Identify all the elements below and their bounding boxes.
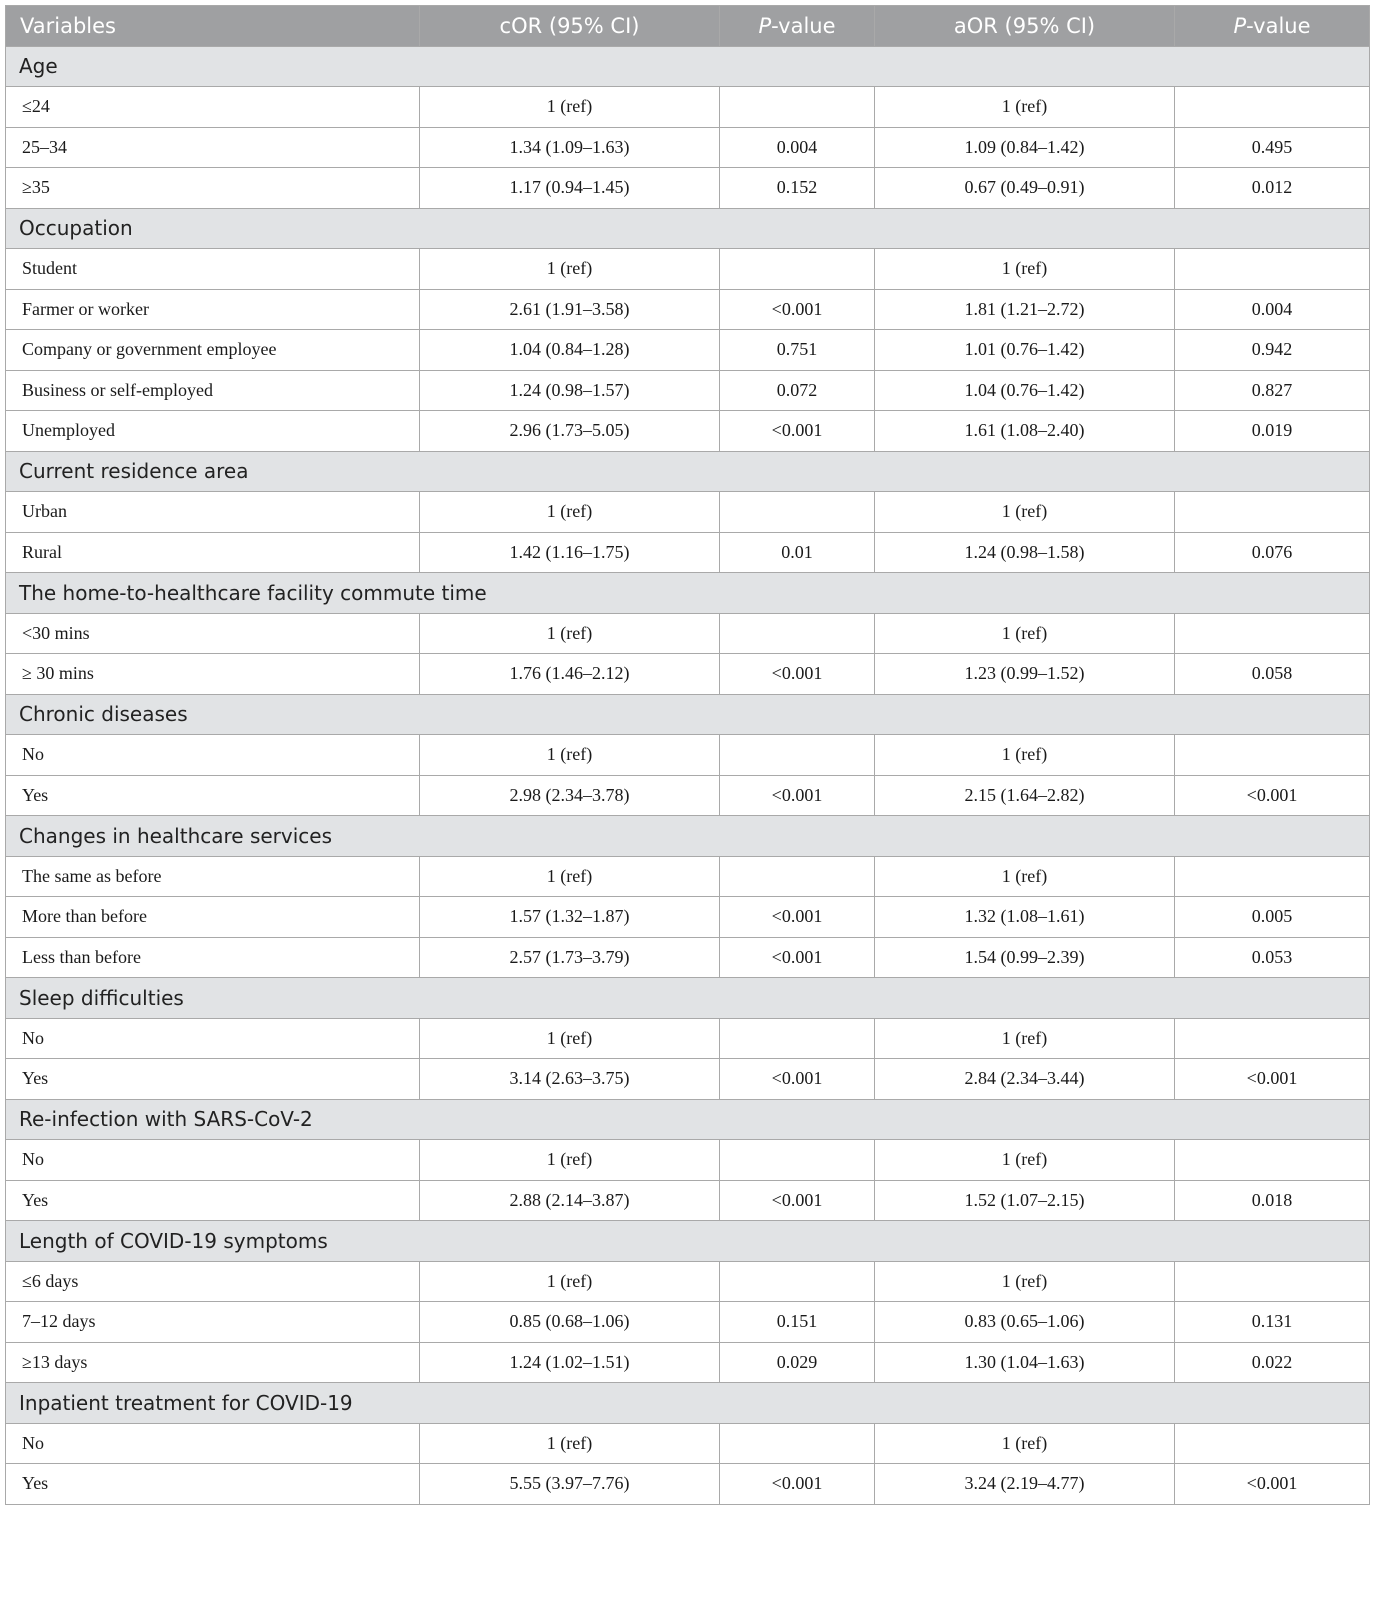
row-label: ≥13 days [6, 1342, 420, 1383]
adjusted-p-value-cell: 0.005 [1175, 897, 1370, 938]
cor-cell: 1 (ref) [420, 1140, 720, 1181]
p-value-cell: <0.001 [720, 937, 875, 978]
row-label: No [6, 735, 420, 776]
header-p2-rest: -value [1246, 13, 1311, 38]
aor-cell: 1.52 (1.07–2.15) [875, 1180, 1175, 1221]
table-row [6, 87, 1370, 128]
adjusted-p-value-cell: <0.001 [1175, 1059, 1370, 1100]
group-title: Re-infection with SARS-CoV-2 [6, 1099, 1370, 1140]
row-label: Student [6, 249, 420, 290]
header-p-italic: P [758, 13, 772, 38]
aor-cell: 3.24 (2.19–4.77) [875, 1464, 1175, 1505]
adjusted-p-value-cell [1175, 735, 1370, 776]
row-label: The same as before [6, 856, 420, 897]
p-value-cell: <0.001 [720, 1180, 875, 1221]
p-value-cell: <0.001 [720, 1464, 875, 1505]
p-value-cell [720, 613, 875, 654]
header-p-value-1 [720, 6, 875, 47]
group-title: Age [6, 46, 1370, 87]
table-row [6, 289, 1370, 330]
p-value-cell [720, 1423, 875, 1464]
aor-cell: 1 (ref) [875, 856, 1175, 897]
aor-cell: 1.24 (0.98–1.58) [875, 532, 1175, 573]
table-row [6, 1018, 1370, 1059]
group-row [6, 573, 1370, 614]
row-label: ≥ 30 mins [6, 654, 420, 695]
adjusted-p-value-cell: 0.012 [1175, 168, 1370, 209]
table-row [6, 937, 1370, 978]
table-row [6, 492, 1370, 533]
cor-cell: 2.57 (1.73–3.79) [420, 937, 720, 978]
adjusted-p-value-cell: 0.022 [1175, 1342, 1370, 1383]
group-title: Sleep difficulties [6, 978, 1370, 1019]
header-row [6, 6, 1370, 47]
cor-cell: 1 (ref) [420, 1261, 720, 1302]
aor-cell: 1 (ref) [875, 613, 1175, 654]
group-title: Inpatient treatment for COVID-19 [6, 1383, 1370, 1424]
table-row [6, 775, 1370, 816]
adjusted-p-value-cell: 0.827 [1175, 370, 1370, 411]
aor-cell: 1 (ref) [875, 1423, 1175, 1464]
adjusted-p-value-cell [1175, 1018, 1370, 1059]
adjusted-p-value-cell [1175, 249, 1370, 290]
row-label: 25–34 [6, 127, 420, 168]
cor-cell: 1.42 (1.16–1.75) [420, 532, 720, 573]
adjusted-p-value-cell [1175, 613, 1370, 654]
row-label: Yes [6, 1059, 420, 1100]
adjusted-p-value-cell [1175, 87, 1370, 128]
aor-cell: 1 (ref) [875, 249, 1175, 290]
cor-cell: 1 (ref) [420, 1423, 720, 1464]
p-value-cell: <0.001 [720, 775, 875, 816]
table-row [6, 1302, 1370, 1343]
cor-cell: 1 (ref) [420, 1018, 720, 1059]
adjusted-p-value-cell: 0.004 [1175, 289, 1370, 330]
row-label: ≤6 days [6, 1261, 420, 1302]
adjusted-p-value-cell [1175, 1423, 1370, 1464]
aor-cell: 1 (ref) [875, 492, 1175, 533]
p-value-cell [720, 735, 875, 776]
aor-cell: 1 (ref) [875, 1140, 1175, 1181]
table-body [6, 46, 1370, 1504]
p-value-cell [720, 1018, 875, 1059]
row-label: No [6, 1018, 420, 1059]
row-label: Urban [6, 492, 420, 533]
row-label: Company or government employee [6, 330, 420, 371]
group-title: Current residence area [6, 451, 1370, 492]
aor-cell: 1.30 (1.04–1.63) [875, 1342, 1175, 1383]
group-row [6, 816, 1370, 857]
table-row [6, 1140, 1370, 1181]
row-label: <30 mins [6, 613, 420, 654]
aor-cell: 1.81 (1.21–2.72) [875, 289, 1175, 330]
table-row [6, 532, 1370, 573]
adjusted-p-value-cell [1175, 856, 1370, 897]
adjusted-p-value-cell: 0.018 [1175, 1180, 1370, 1221]
row-label: No [6, 1140, 420, 1181]
cor-cell: 1.04 (0.84–1.28) [420, 330, 720, 371]
aor-cell: 1.09 (0.84–1.42) [875, 127, 1175, 168]
table-row [6, 1261, 1370, 1302]
aor-cell: 1.01 (0.76–1.42) [875, 330, 1175, 371]
table-row [6, 897, 1370, 938]
group-title: Changes in healthcare services [6, 816, 1370, 857]
table-row [6, 168, 1370, 209]
row-label: Yes [6, 1464, 420, 1505]
table-row [6, 856, 1370, 897]
row-label: Farmer or worker [6, 289, 420, 330]
aor-cell: 1.23 (0.99–1.52) [875, 654, 1175, 695]
group-title: Length of COVID-19 symptoms [6, 1221, 1370, 1262]
adjusted-p-value-cell [1175, 1140, 1370, 1181]
cor-cell: 1.24 (1.02–1.51) [420, 1342, 720, 1383]
table-row [6, 370, 1370, 411]
table-row [6, 1464, 1370, 1505]
cor-cell: 1.76 (1.46–2.12) [420, 654, 720, 695]
adjusted-p-value-cell: 0.076 [1175, 532, 1370, 573]
aor-cell: 0.67 (0.49–0.91) [875, 168, 1175, 209]
group-row [6, 208, 1370, 249]
table-header [6, 6, 1370, 47]
row-label: Yes [6, 775, 420, 816]
adjusted-p-value-cell [1175, 1261, 1370, 1302]
table-row [6, 1180, 1370, 1221]
aor-cell: 2.84 (2.34–3.44) [875, 1059, 1175, 1100]
group-row [6, 978, 1370, 1019]
adjusted-p-value-cell [1175, 492, 1370, 533]
p-value-cell [720, 856, 875, 897]
cor-cell: 1.24 (0.98–1.57) [420, 370, 720, 411]
p-value-cell [720, 87, 875, 128]
cor-cell: 1 (ref) [420, 492, 720, 533]
adjusted-p-value-cell: 0.019 [1175, 411, 1370, 452]
group-title: The home-to-healthcare facility commute time [6, 573, 1370, 614]
table-row [6, 249, 1370, 290]
cor-cell: 1.34 (1.09–1.63) [420, 127, 720, 168]
p-value-cell [720, 1140, 875, 1181]
aor-cell: 1.61 (1.08–2.40) [875, 411, 1175, 452]
p-value-cell [720, 249, 875, 290]
row-label: ≥35 [6, 168, 420, 209]
p-value-cell: 0.029 [720, 1342, 875, 1383]
cor-cell: 1 (ref) [420, 249, 720, 290]
adjusted-p-value-cell: 0.495 [1175, 127, 1370, 168]
table-row [6, 127, 1370, 168]
row-label: ≤24 [6, 87, 420, 128]
cor-cell: 3.14 (2.63–3.75) [420, 1059, 720, 1100]
p-value-cell: 0.152 [720, 168, 875, 209]
aor-cell: 0.83 (0.65–1.06) [875, 1302, 1175, 1343]
p-value-cell [720, 1261, 875, 1302]
cor-cell: 2.61 (1.91–3.58) [420, 289, 720, 330]
odds-ratio-table [5, 5, 1370, 1505]
row-label: 7–12 days [6, 1302, 420, 1343]
cor-cell: 1 (ref) [420, 856, 720, 897]
cor-cell: 2.88 (2.14–3.87) [420, 1180, 720, 1221]
cor-cell: 1.17 (0.94–1.45) [420, 168, 720, 209]
row-label: More than before [6, 897, 420, 938]
cor-cell: 0.85 (0.68–1.06) [420, 1302, 720, 1343]
group-row [6, 1099, 1370, 1140]
p-value-cell: 0.151 [720, 1302, 875, 1343]
header-cor: cOR (95% CI) [420, 6, 720, 47]
adjusted-p-value-cell: 0.053 [1175, 937, 1370, 978]
group-row [6, 451, 1370, 492]
row-label: Unemployed [6, 411, 420, 452]
p-value-cell: 0.751 [720, 330, 875, 371]
row-label: Yes [6, 1180, 420, 1221]
cor-cell: 1 (ref) [420, 87, 720, 128]
p-value-cell: 0.01 [720, 532, 875, 573]
aor-cell: 1 (ref) [875, 1018, 1175, 1059]
cor-cell: 2.98 (2.34–3.78) [420, 775, 720, 816]
group-row [6, 694, 1370, 735]
adjusted-p-value-cell: <0.001 [1175, 775, 1370, 816]
header-variables: Variables [6, 6, 420, 47]
group-row [6, 1383, 1370, 1424]
aor-cell: 2.15 (1.64–2.82) [875, 775, 1175, 816]
table-row [6, 330, 1370, 371]
header-p2-italic: P [1233, 13, 1247, 38]
p-value-cell [720, 492, 875, 533]
aor-cell: 1.32 (1.08–1.61) [875, 897, 1175, 938]
table-row [6, 735, 1370, 776]
aor-cell: 1 (ref) [875, 87, 1175, 128]
table-row [6, 1342, 1370, 1383]
p-value-cell: 0.072 [720, 370, 875, 411]
header-p-rest: -value [771, 13, 836, 38]
p-value-cell: <0.001 [720, 411, 875, 452]
table-row [6, 411, 1370, 452]
group-row [6, 46, 1370, 87]
p-value-cell: <0.001 [720, 1059, 875, 1100]
aor-cell: 1 (ref) [875, 1261, 1175, 1302]
table-row [6, 1423, 1370, 1464]
p-value-cell: <0.001 [720, 654, 875, 695]
header-p-value-2 [1175, 6, 1370, 47]
cor-cell: 1.57 (1.32–1.87) [420, 897, 720, 938]
row-label: No [6, 1423, 420, 1464]
aor-cell: 1 (ref) [875, 735, 1175, 776]
p-value-cell: <0.001 [720, 289, 875, 330]
adjusted-p-value-cell: <0.001 [1175, 1464, 1370, 1505]
aor-cell: 1.54 (0.99–2.39) [875, 937, 1175, 978]
row-label: Business or self-employed [6, 370, 420, 411]
aor-cell: 1.04 (0.76–1.42) [875, 370, 1175, 411]
table-row [6, 1059, 1370, 1100]
group-title: Occupation [6, 208, 1370, 249]
cor-cell: 2.96 (1.73–5.05) [420, 411, 720, 452]
header-aor: aOR (95% CI) [875, 6, 1175, 47]
p-value-cell: <0.001 [720, 897, 875, 938]
cor-cell: 1 (ref) [420, 613, 720, 654]
group-title: Chronic diseases [6, 694, 1370, 735]
adjusted-p-value-cell: 0.131 [1175, 1302, 1370, 1343]
cor-cell: 1 (ref) [420, 735, 720, 776]
adjusted-p-value-cell: 0.058 [1175, 654, 1370, 695]
table-row [6, 654, 1370, 695]
p-value-cell: 0.004 [720, 127, 875, 168]
row-label: Rural [6, 532, 420, 573]
row-label: Less than before [6, 937, 420, 978]
adjusted-p-value-cell: 0.942 [1175, 330, 1370, 371]
cor-cell: 5.55 (3.97–7.76) [420, 1464, 720, 1505]
table-row [6, 613, 1370, 654]
group-row [6, 1221, 1370, 1262]
